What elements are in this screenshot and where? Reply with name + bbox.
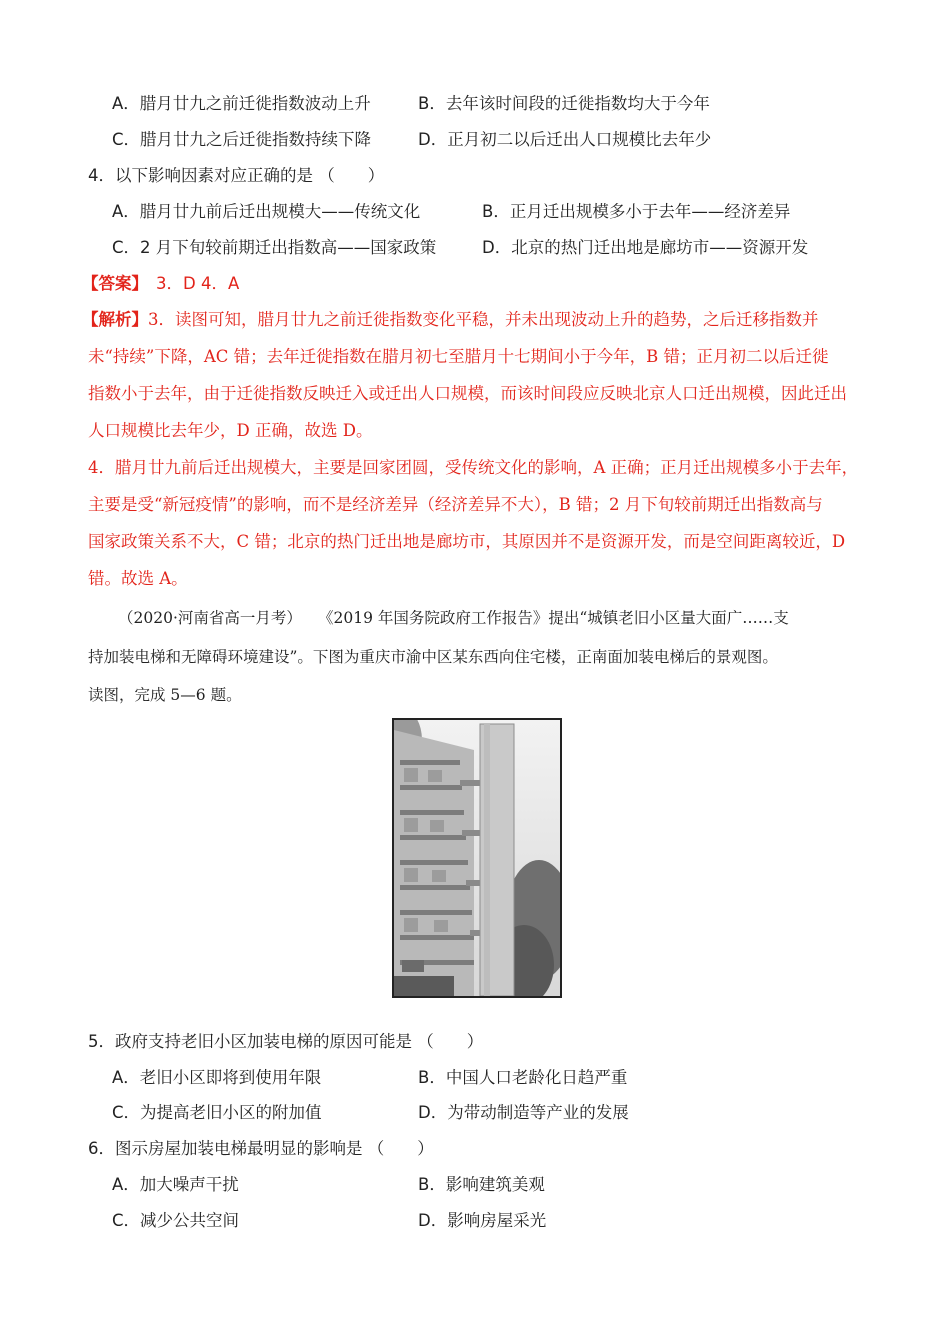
building-elevator-illustration <box>394 720 560 996</box>
q6-option-a: A．加大噪声干扰 <box>112 1175 239 1194</box>
q5-option-b: B．中国人口老龄化日趋严重 <box>418 1068 628 1087</box>
q3-option-b: B．去年该时间段的迁徙指数均大于今年 <box>418 94 710 113</box>
q4-option-c: C．2 月下旬较前期迁出指数高——国家政策 <box>112 238 437 257</box>
q4-stem: 4．以下影响因素对应正确的是 （ ） <box>88 166 385 185</box>
q5-option-c: C．为提高老旧小区的附加值 <box>112 1103 322 1122</box>
analysis-line-4: 人口规模比去年少，D 正确，故选 D。 <box>88 421 373 440</box>
q3-option-a: A．腊月廿九之前迁徙指数波动上升 <box>112 94 371 113</box>
intro-line-2: 持加装电梯和无障碍环境建设”。下图为重庆市渝中区某东西向住宅楼，正南面加装电梯后的景观图。 <box>88 648 778 666</box>
q6-option-d: D．影响房屋采光 <box>418 1211 547 1230</box>
answer-tag: 【答案】 <box>82 274 148 293</box>
q6-option-c: C．减少公共空间 <box>112 1211 240 1230</box>
q6-stem: 6．图示房屋加装电梯最明显的影响是 （ ） <box>88 1139 434 1158</box>
answer-text: 3．D 4．A <box>156 274 240 293</box>
analysis-tag: 【解析】 <box>82 310 148 329</box>
analysis-text-1: 3．读图可知，腊月廿九之前迁徙指数变化平稳，并未出现波动上升的趋势，之后迁移指数并 <box>148 310 819 329</box>
analysis-line-3: 指数小于去年，由于迁徙指数反映迁入或迁出人口规模，而该时间段应反映北京人口迁出规模，因此迁出 <box>88 384 847 403</box>
q5-option-d: D．为带动制造等产业的发展 <box>418 1103 629 1122</box>
q4-option-b: B．正月迁出规模多小于去年——经济差异 <box>482 202 791 221</box>
intro-source: （2020·河南省高一月考） <box>118 609 302 627</box>
analysis-line-5: 4．腊月廿九前后迁出规模大，主要是回家团圆，受传统文化的影响，A 正确；正月迁出规模多小于去年， <box>88 458 859 477</box>
q6-option-b: B．影响建筑美观 <box>418 1175 545 1194</box>
q5-stem: 5．政府支持老旧小区加装电梯的原因可能是 （ ） <box>88 1032 484 1051</box>
q4-option-d: D．北京的热门迁出地是廊坊市——资源开发 <box>482 238 809 257</box>
analysis-line-1 <box>82 308 819 332</box>
intro-line-3: 读图，完成 5—6 题。 <box>88 686 242 704</box>
analysis-line-7: 国家政策关系不大，C 错；北京的热门迁出地是廊坊市，其原因并不是资源开发，而是空间距离较近，D <box>88 532 846 551</box>
intro-line-1: 《2019 年国务院政府工作报告》提出“城镇老旧小区量大面广……支 <box>318 609 789 627</box>
building-elevator-photo <box>392 718 562 998</box>
q4-option-a: A．腊月廿九前后迁出规模大——传统文化 <box>112 202 421 221</box>
q5-option-a: A．老旧小区即将到使用年限 <box>112 1068 322 1087</box>
analysis-line-6: 主要是受“新冠疫情”的影响，而不是经济差异（经济差异不大），B 错；2 月下旬较前期迁出指数高与 <box>88 495 823 514</box>
q3-option-d: D．正月初二以后迁出人口规模比去年少 <box>418 130 712 149</box>
analysis-line-8: 错。故选 A。 <box>88 569 188 588</box>
q3-option-c: C．腊月廿九之后迁徙指数持续下降 <box>112 130 372 149</box>
analysis-line-2: 未“持续”下降，AC 错；去年迁徙指数在腊月初七至腊月十七期间小于今年，B 错；正月初二以后迁徙 <box>88 347 829 366</box>
answer-line <box>82 272 239 296</box>
